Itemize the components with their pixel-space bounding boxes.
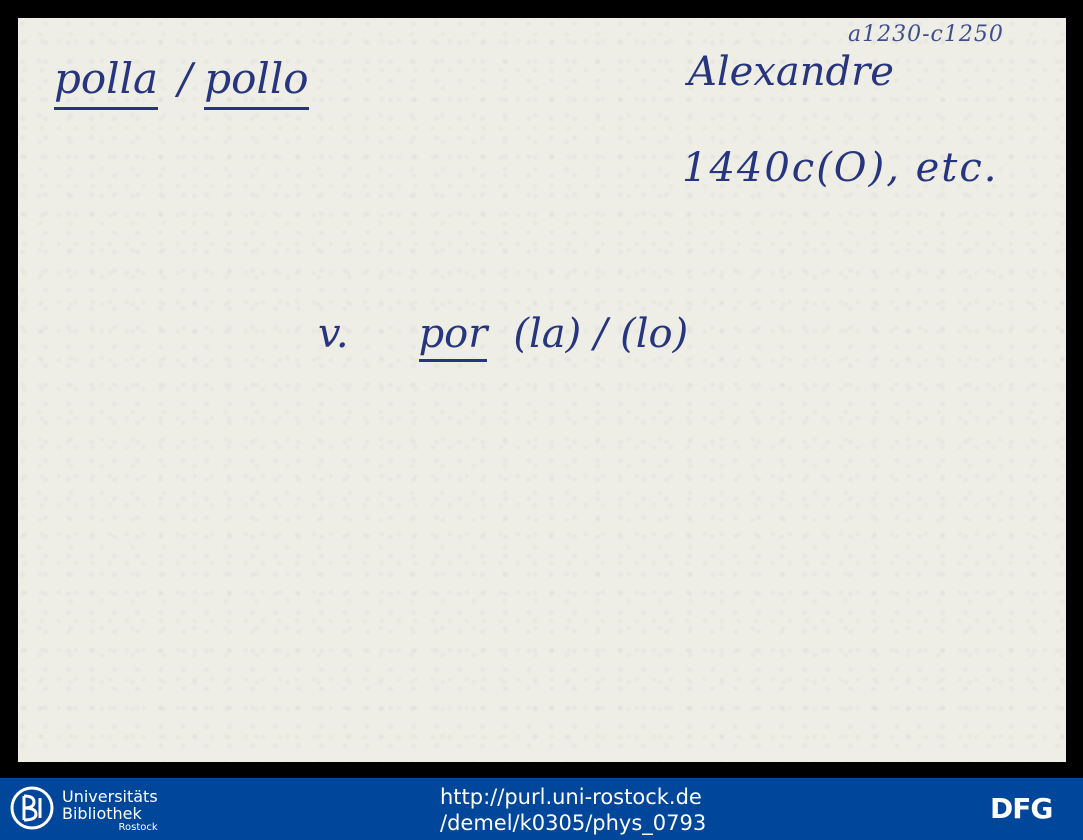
lemma-second: pollo: [204, 54, 308, 110]
lemma-first: polla: [54, 54, 158, 110]
author: Alexandre: [688, 49, 894, 95]
permalink[interactable]: [440, 784, 706, 836]
permalink-line2[interactable]: /demel/k0305/phys_0793: [440, 811, 707, 835]
index-card: [18, 18, 1066, 762]
lemma-heading: [54, 54, 309, 103]
cross-reference-target: por: [419, 311, 488, 362]
cross-reference-variants: (la) / (lo): [513, 311, 689, 357]
library-name-line3: Rostock: [118, 822, 158, 833]
library-name: [62, 788, 158, 833]
cross-reference: [318, 311, 689, 357]
date-range: a1230-c1250: [848, 22, 1004, 47]
library-name-line1: Universitäts: [62, 787, 158, 806]
source-reference: 1440c(O), etc.: [682, 145, 999, 191]
footer-bar: [0, 778, 1083, 840]
lemma-separator: /: [178, 54, 193, 103]
dfg-logo: DFG: [990, 792, 1053, 825]
permalink-line1[interactable]: http://purl.uni-rostock.de: [440, 785, 702, 809]
university-library-logo-icon: [10, 786, 54, 830]
library-name-line2: Bibliothek: [62, 804, 142, 823]
cross-reference-prefix: v.: [318, 311, 349, 357]
